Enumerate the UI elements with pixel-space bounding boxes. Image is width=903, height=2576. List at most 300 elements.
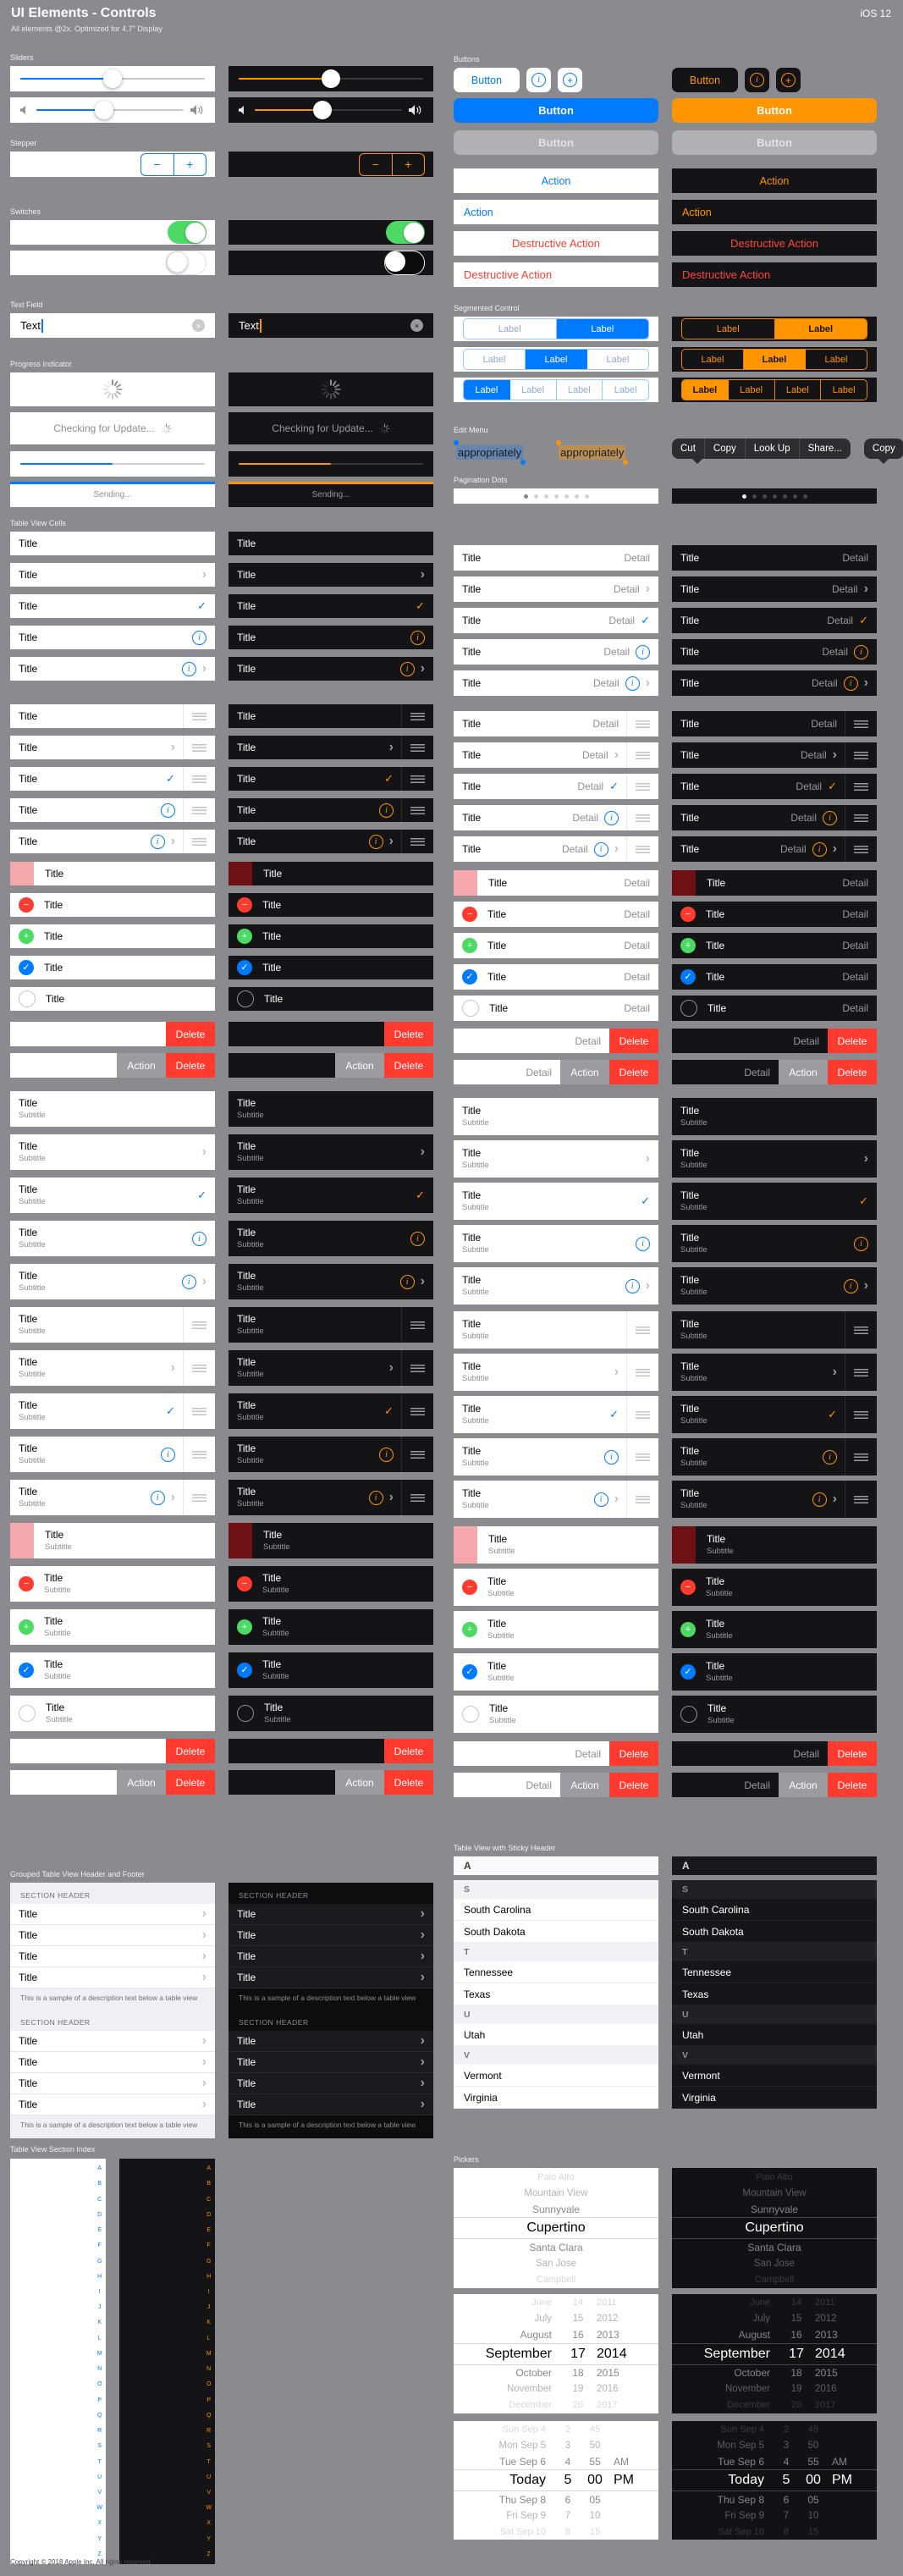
index-letter[interactable]: O: [206, 2381, 212, 2388]
index-letter[interactable]: T: [206, 2458, 211, 2465]
table-row[interactable]: [672, 996, 877, 1021]
table-row[interactable]: [672, 902, 877, 927]
table-row[interactable]: [672, 1354, 877, 1391]
add-icon[interactable]: +: [680, 1622, 696, 1637]
table-row[interactable]: [229, 1221, 433, 1256]
list-section-header[interactable]: U: [672, 2005, 877, 2024]
page-dot-active[interactable]: [742, 494, 746, 499]
picker-row[interactable]: [672, 2311, 877, 2327]
reorder-handle[interactable]: [183, 767, 206, 791]
add-icon[interactable]: +: [19, 929, 34, 944]
list-item[interactable]: Utah: [672, 2024, 877, 2046]
index-letter[interactable]: F: [97, 2242, 102, 2249]
table-row[interactable]: [672, 1311, 877, 1349]
table-row[interactable]: [229, 1609, 433, 1645]
picker-option[interactable]: Palo Alto: [537, 2171, 575, 2182]
section-index-strip[interactable]: [96, 2165, 102, 2557]
table-row[interactable]: [10, 1925, 215, 1946]
primary-button[interactable]: Button: [672, 98, 877, 123]
segment-selected[interactable]: Label: [464, 380, 510, 400]
reorder-handle[interactable]: [183, 736, 206, 759]
index-letter[interactable]: G: [96, 2258, 102, 2264]
table-row[interactable]: [454, 670, 658, 696]
info-icon[interactable]: i: [400, 662, 415, 676]
segment-selected[interactable]: Label: [744, 350, 806, 369]
info-icon[interactable]: i: [400, 1275, 415, 1289]
slider[interactable]: [10, 66, 215, 91]
action-button[interactable]: Action: [779, 1773, 828, 1797]
swiped-cell[interactable]: [229, 1739, 384, 1763]
time-picker[interactable]: [454, 2421, 658, 2540]
info-icon[interactable]: i: [151, 1491, 165, 1505]
index-letter[interactable]: F: [206, 2242, 211, 2249]
table-row[interactable]: [10, 2031, 215, 2052]
index-letter[interactable]: H: [97, 2273, 102, 2280]
table-row[interactable]: [229, 767, 433, 791]
reorder-handle[interactable]: [845, 1438, 868, 1476]
table-row[interactable]: [229, 1696, 433, 1731]
table-row[interactable]: [10, 1307, 215, 1343]
table-row[interactable]: [229, 2052, 433, 2073]
reorder-handle[interactable]: [626, 1438, 650, 1476]
edit-menu-item[interactable]: Look Up: [746, 439, 800, 459]
page-dot[interactable]: [575, 494, 579, 499]
reorder-handle[interactable]: [845, 1396, 868, 1433]
picker-row[interactable]: [672, 2469, 877, 2491]
info-icon[interactable]: i: [636, 1237, 650, 1251]
list-item[interactable]: Utah: [454, 2024, 658, 2046]
table-row[interactable]: [10, 1350, 215, 1386]
table-row[interactable]: [10, 563, 215, 587]
page-dot[interactable]: [585, 494, 589, 499]
index-letter[interactable]: Z: [206, 2551, 211, 2557]
list-item[interactable]: South Carolina: [454, 1899, 658, 1921]
selected-check-icon[interactable]: ✓: [462, 969, 477, 985]
reorder-handle[interactable]: [183, 704, 206, 728]
page-dot[interactable]: [773, 494, 777, 499]
table-row[interactable]: [10, 1652, 215, 1688]
stepper[interactable]: [359, 153, 425, 176]
table-row[interactable]: [10, 987, 215, 1011]
picker-option[interactable]: San Jose: [754, 2258, 795, 2269]
list-item[interactable]: South Dakota: [672, 1921, 877, 1943]
text-field[interactable]: [229, 313, 433, 338]
table-row[interactable]: [10, 736, 215, 759]
page-dot[interactable]: [564, 494, 569, 499]
table-row[interactable]: [672, 608, 877, 633]
table-row[interactable]: [10, 1437, 215, 1472]
list-item[interactable]: Tennessee: [454, 1961, 658, 1983]
slider-knob[interactable]: [95, 101, 113, 119]
table-row[interactable]: [454, 742, 658, 768]
info-icon[interactable]: i: [854, 1237, 868, 1251]
table-row[interactable]: [10, 594, 215, 618]
index-letter[interactable]: R: [206, 2428, 212, 2435]
picker-row[interactable]: [454, 2469, 658, 2491]
table-row[interactable]: [454, 1311, 658, 1349]
segment[interactable]: Label: [824, 354, 848, 365]
action-button[interactable]: Action: [335, 1053, 384, 1078]
reorder-handle[interactable]: [183, 1393, 206, 1429]
index-letter[interactable]: U: [206, 2474, 212, 2480]
delete-button[interactable]: Delete: [609, 1773, 658, 1797]
table-row[interactable]: [454, 805, 658, 830]
destructive-action-button[interactable]: [672, 262, 877, 287]
page-dot[interactable]: [803, 494, 807, 499]
picker-row[interactable]: [672, 2397, 877, 2413]
table-row[interactable]: [229, 1393, 433, 1429]
text-field[interactable]: [10, 313, 215, 338]
delete-button[interactable]: Delete: [828, 1741, 877, 1766]
info-icon[interactable]: i: [594, 1492, 608, 1507]
info-icon[interactable]: i: [594, 842, 608, 857]
table-row[interactable]: [229, 1967, 433, 1989]
table-row[interactable]: [672, 1526, 877, 1564]
reorder-handle[interactable]: [401, 1480, 425, 1515]
reorder-handle[interactable]: [626, 1396, 650, 1433]
index-letter[interactable]: N: [97, 2366, 102, 2373]
index-letter[interactable]: G: [206, 2258, 212, 2264]
delete-button[interactable]: Delete: [166, 1053, 215, 1078]
info-icon[interactable]: i: [379, 803, 394, 818]
list-item[interactable]: South Dakota: [454, 1921, 658, 1943]
table-row[interactable]: [10, 1904, 215, 1925]
page-dot[interactable]: [783, 494, 787, 499]
table-row[interactable]: [672, 639, 877, 665]
add-icon[interactable]: +: [237, 929, 252, 944]
table-row[interactable]: [10, 704, 215, 728]
info-button[interactable]: [526, 68, 551, 92]
page-dot-active[interactable]: [524, 494, 528, 499]
index-letter[interactable]: W: [96, 2505, 102, 2512]
table-row[interactable]: [10, 956, 215, 979]
table-row[interactable]: [229, 893, 433, 917]
table-row[interactable]: [454, 902, 658, 927]
stepper-minus-button[interactable]: −: [153, 157, 161, 171]
index-letter[interactable]: W: [206, 2505, 212, 2512]
index-letter[interactable]: K: [206, 2320, 212, 2326]
table-row[interactable]: [672, 1653, 877, 1691]
delete-button[interactable]: Delete: [166, 1739, 215, 1763]
picker-option[interactable]: Cupertino: [454, 2217, 658, 2239]
table-row[interactable]: [229, 1264, 433, 1299]
list-item[interactable]: Tennessee: [672, 1961, 877, 1983]
delete-button[interactable]: Delete: [384, 1770, 433, 1795]
reorder-handle[interactable]: [183, 1307, 206, 1343]
table-row[interactable]: [10, 2073, 215, 2094]
stepper-plus-button[interactable]: +: [405, 157, 412, 171]
picker-option[interactable]: Cupertino: [672, 2217, 877, 2239]
table-row[interactable]: [454, 1225, 658, 1262]
delete-button[interactable]: Delete: [609, 1741, 658, 1766]
table-row[interactable]: [672, 1098, 877, 1135]
switch-on[interactable]: [168, 221, 206, 244]
list-item[interactable]: Virginia: [454, 2087, 658, 2109]
reorder-handle[interactable]: [626, 742, 650, 768]
table-row[interactable]: [672, 545, 877, 571]
index-letter[interactable]: Q: [206, 2412, 212, 2419]
delete-button[interactable]: Delete: [166, 1770, 215, 1795]
action-button[interactable]: Action: [560, 1060, 609, 1084]
unselected-circle-icon[interactable]: [19, 990, 36, 1007]
segment[interactable]: Label: [775, 380, 822, 400]
table-row[interactable]: [229, 987, 433, 1011]
table-row[interactable]: [454, 1526, 658, 1564]
slider-track[interactable]: [239, 78, 423, 80]
table-row[interactable]: [672, 576, 877, 602]
swiped-cell[interactable]: [229, 1053, 335, 1078]
add-button[interactable]: [558, 68, 582, 92]
swiped-cell[interactable]: [10, 1770, 117, 1795]
reorder-handle[interactable]: [626, 805, 650, 830]
reorder-handle[interactable]: [845, 774, 868, 799]
table-row[interactable]: [672, 1569, 877, 1606]
table-row[interactable]: [10, 1609, 215, 1645]
table-row[interactable]: [10, 924, 215, 948]
table-row[interactable]: [10, 1967, 215, 1989]
index-letter[interactable]: Q: [96, 2412, 102, 2419]
edit-menu-item[interactable]: Copy: [872, 444, 895, 454]
remove-icon[interactable]: −: [19, 1576, 34, 1591]
index-letter[interactable]: A: [97, 2165, 102, 2172]
delete-button[interactable]: Delete: [166, 1022, 215, 1046]
index-letter[interactable]: L: [206, 2335, 211, 2342]
table-row[interactable]: [454, 836, 658, 862]
info-icon[interactable]: i: [410, 1232, 425, 1246]
segment[interactable]: Label: [614, 384, 637, 395]
reorder-handle[interactable]: [401, 830, 425, 853]
picker-option[interactable]: Santa Clara: [529, 2241, 583, 2253]
info-icon[interactable]: i: [636, 645, 650, 659]
table-row[interactable]: [454, 964, 658, 990]
picker-row[interactable]: [454, 2421, 658, 2437]
segment-selected[interactable]: Label: [682, 380, 729, 400]
table-row[interactable]: [454, 639, 658, 665]
action-sheet-button[interactable]: [454, 168, 658, 193]
info-icon[interactable]: i: [812, 1492, 827, 1507]
list-item[interactable]: Texas: [672, 1983, 877, 2005]
table-row[interactable]: [10, 1178, 215, 1213]
page-dot[interactable]: [793, 494, 797, 499]
index-letter[interactable]: E: [97, 2227, 102, 2234]
reorder-handle[interactable]: [626, 1481, 650, 1518]
list-section-header[interactable]: U: [454, 2005, 658, 2024]
table-row[interactable]: [229, 594, 433, 618]
index-letter[interactable]: J: [97, 2304, 102, 2311]
table-row[interactable]: [229, 1480, 433, 1515]
picker-row[interactable]: [454, 2524, 658, 2540]
table-row[interactable]: [454, 1183, 658, 1220]
table-row[interactable]: [454, 711, 658, 736]
delete-button[interactable]: Delete: [384, 1053, 433, 1078]
switch-on[interactable]: [386, 221, 425, 244]
index-letter[interactable]: C: [206, 2196, 212, 2203]
unselected-circle-icon[interactable]: [462, 1706, 479, 1723]
segment[interactable]: Label: [464, 319, 557, 339]
table-row[interactable]: [229, 1523, 433, 1558]
picker-row[interactable]: [672, 2343, 877, 2365]
selected-check-icon[interactable]: ✓: [680, 1664, 696, 1680]
slider-track[interactable]: [36, 109, 184, 112]
index-letter[interactable]: P: [206, 2397, 212, 2403]
edit-menu-item[interactable]: Cut: [672, 439, 705, 459]
list-section-header[interactable]: T: [454, 1943, 658, 1961]
index-letter[interactable]: E: [206, 2227, 212, 2234]
info-icon[interactable]: i: [161, 1448, 175, 1462]
reorder-handle[interactable]: [401, 736, 425, 759]
reorder-handle[interactable]: [401, 1307, 425, 1343]
picker-row[interactable]: [672, 2381, 877, 2397]
info-icon[interactable]: i: [823, 1450, 837, 1465]
table-row[interactable]: [454, 1396, 658, 1433]
table-row[interactable]: [229, 1946, 433, 1967]
page-dot[interactable]: [763, 494, 767, 499]
table-row[interactable]: [454, 1354, 658, 1391]
destructive-action-button[interactable]: [454, 262, 658, 287]
picker-row[interactable]: [454, 2327, 658, 2343]
table-row[interactable]: [454, 870, 658, 896]
table-row[interactable]: [10, 893, 215, 917]
info-icon[interactable]: i: [161, 803, 175, 818]
table-row[interactable]: [10, 1480, 215, 1515]
table-row[interactable]: [229, 1904, 433, 1925]
selection-handle[interactable]: [556, 440, 561, 445]
action-sheet-button[interactable]: [454, 200, 658, 224]
list-section-header[interactable]: S: [672, 1880, 877, 1899]
delete-button[interactable]: Delete: [828, 1060, 877, 1084]
table-row[interactable]: [229, 798, 433, 822]
index-letter[interactable]: O: [96, 2381, 102, 2388]
table-row[interactable]: [229, 956, 433, 979]
stepper[interactable]: [140, 153, 206, 176]
info-icon[interactable]: i: [604, 1450, 619, 1465]
reorder-handle[interactable]: [626, 1311, 650, 1349]
index-letter[interactable]: R: [97, 2428, 102, 2435]
table-row[interactable]: [229, 626, 433, 649]
swiped-cell[interactable]: [454, 1741, 609, 1766]
index-letter[interactable]: D: [206, 2211, 212, 2218]
table-row[interactable]: [672, 1438, 877, 1476]
primary-button[interactable]: Button: [454, 98, 658, 123]
swiped-cell[interactable]: [672, 1060, 779, 1084]
index-letter[interactable]: H: [206, 2273, 212, 2280]
selected-check-icon[interactable]: ✓: [19, 1663, 34, 1678]
table-row[interactable]: [10, 1566, 215, 1602]
picker-option[interactable]: Palo Alto: [756, 2171, 793, 2182]
selection-handle[interactable]: [454, 440, 459, 445]
index-letter[interactable]: Y: [206, 2535, 212, 2542]
action-sheet-button[interactable]: [672, 168, 877, 193]
picker-row[interactable]: [454, 2381, 658, 2397]
table-row[interactable]: [229, 657, 433, 681]
list-item[interactable]: Vermont: [672, 2065, 877, 2087]
reorder-handle[interactable]: [401, 798, 425, 822]
action-button[interactable]: Action: [560, 1773, 609, 1797]
table-row[interactable]: [454, 933, 658, 958]
table-row[interactable]: [229, 532, 433, 555]
picker-row[interactable]: [672, 2365, 877, 2381]
add-icon[interactable]: +: [19, 1619, 34, 1635]
table-row[interactable]: [672, 1696, 877, 1733]
selected-text-blue[interactable]: [456, 445, 523, 460]
remove-icon[interactable]: −: [680, 1580, 696, 1595]
picker-row[interactable]: [454, 2507, 658, 2524]
picker-row[interactable]: [454, 2491, 658, 2507]
swiped-cell[interactable]: [454, 1773, 560, 1797]
page-dot[interactable]: [544, 494, 548, 499]
reorder-handle[interactable]: [183, 1480, 206, 1515]
segment-selected[interactable]: Label: [775, 319, 867, 339]
table-row[interactable]: [672, 742, 877, 768]
switch-off[interactable]: [166, 251, 206, 275]
table-row[interactable]: [672, 1481, 877, 1518]
picker-row[interactable]: [672, 2295, 877, 2311]
table-row[interactable]: [10, 2094, 215, 2115]
index-letter[interactable]: S: [206, 2443, 212, 2450]
table-row[interactable]: [10, 862, 215, 885]
city-picker[interactable]: [454, 2168, 658, 2288]
table-row[interactable]: [672, 964, 877, 990]
selected-check-icon[interactable]: ✓: [680, 969, 696, 985]
table-row[interactable]: [10, 1264, 215, 1299]
table-row[interactable]: [672, 670, 877, 696]
info-icon[interactable]: i: [182, 662, 196, 676]
swiped-cell[interactable]: [454, 1060, 560, 1084]
table-row[interactable]: [10, 1221, 215, 1256]
remove-icon[interactable]: −: [237, 1576, 252, 1591]
info-icon[interactable]: i: [854, 645, 868, 659]
page-dot[interactable]: [554, 494, 559, 499]
swiped-cell[interactable]: [229, 1022, 384, 1046]
reorder-handle[interactable]: [401, 704, 425, 728]
remove-icon[interactable]: −: [462, 907, 477, 922]
destructive-action-button[interactable]: [454, 231, 658, 256]
info-icon[interactable]: i: [844, 1279, 858, 1294]
picker-row[interactable]: [454, 2397, 658, 2413]
unselected-circle-icon[interactable]: [237, 1705, 254, 1722]
add-icon[interactable]: +: [462, 1622, 477, 1637]
picker-option[interactable]: Campbell: [754, 2274, 795, 2285]
table-row[interactable]: [10, 1946, 215, 1967]
info-icon[interactable]: i: [625, 676, 640, 691]
info-icon[interactable]: i: [151, 835, 165, 849]
segment[interactable]: Label: [464, 350, 526, 369]
index-letter[interactable]: V: [206, 2490, 212, 2496]
table-row[interactable]: [229, 736, 433, 759]
picker-row[interactable]: [454, 2311, 658, 2327]
time-picker[interactable]: [672, 2421, 877, 2540]
picker-row[interactable]: [672, 2507, 877, 2524]
picker-row[interactable]: [672, 2453, 877, 2469]
index-letter[interactable]: V: [97, 2490, 102, 2496]
small-button[interactable]: [454, 68, 520, 92]
segment-selected[interactable]: Label: [526, 350, 587, 369]
add-icon[interactable]: +: [462, 938, 477, 953]
picker-row[interactable]: [454, 2437, 658, 2453]
table-row[interactable]: [454, 996, 658, 1021]
section-index-strip[interactable]: [206, 2165, 212, 2557]
picker-row[interactable]: [672, 2524, 877, 2540]
picker-row[interactable]: [672, 2327, 877, 2343]
table-row[interactable]: [229, 2094, 433, 2115]
picker-option[interactable]: Sunnyvale: [750, 2203, 799, 2215]
table-row[interactable]: [10, 798, 215, 822]
table-row[interactable]: [672, 711, 877, 736]
reorder-handle[interactable]: [626, 1354, 650, 1391]
index-letter[interactable]: S: [97, 2443, 102, 2450]
index-letter[interactable]: X: [206, 2520, 212, 2527]
selected-check-icon[interactable]: ✓: [237, 960, 252, 975]
